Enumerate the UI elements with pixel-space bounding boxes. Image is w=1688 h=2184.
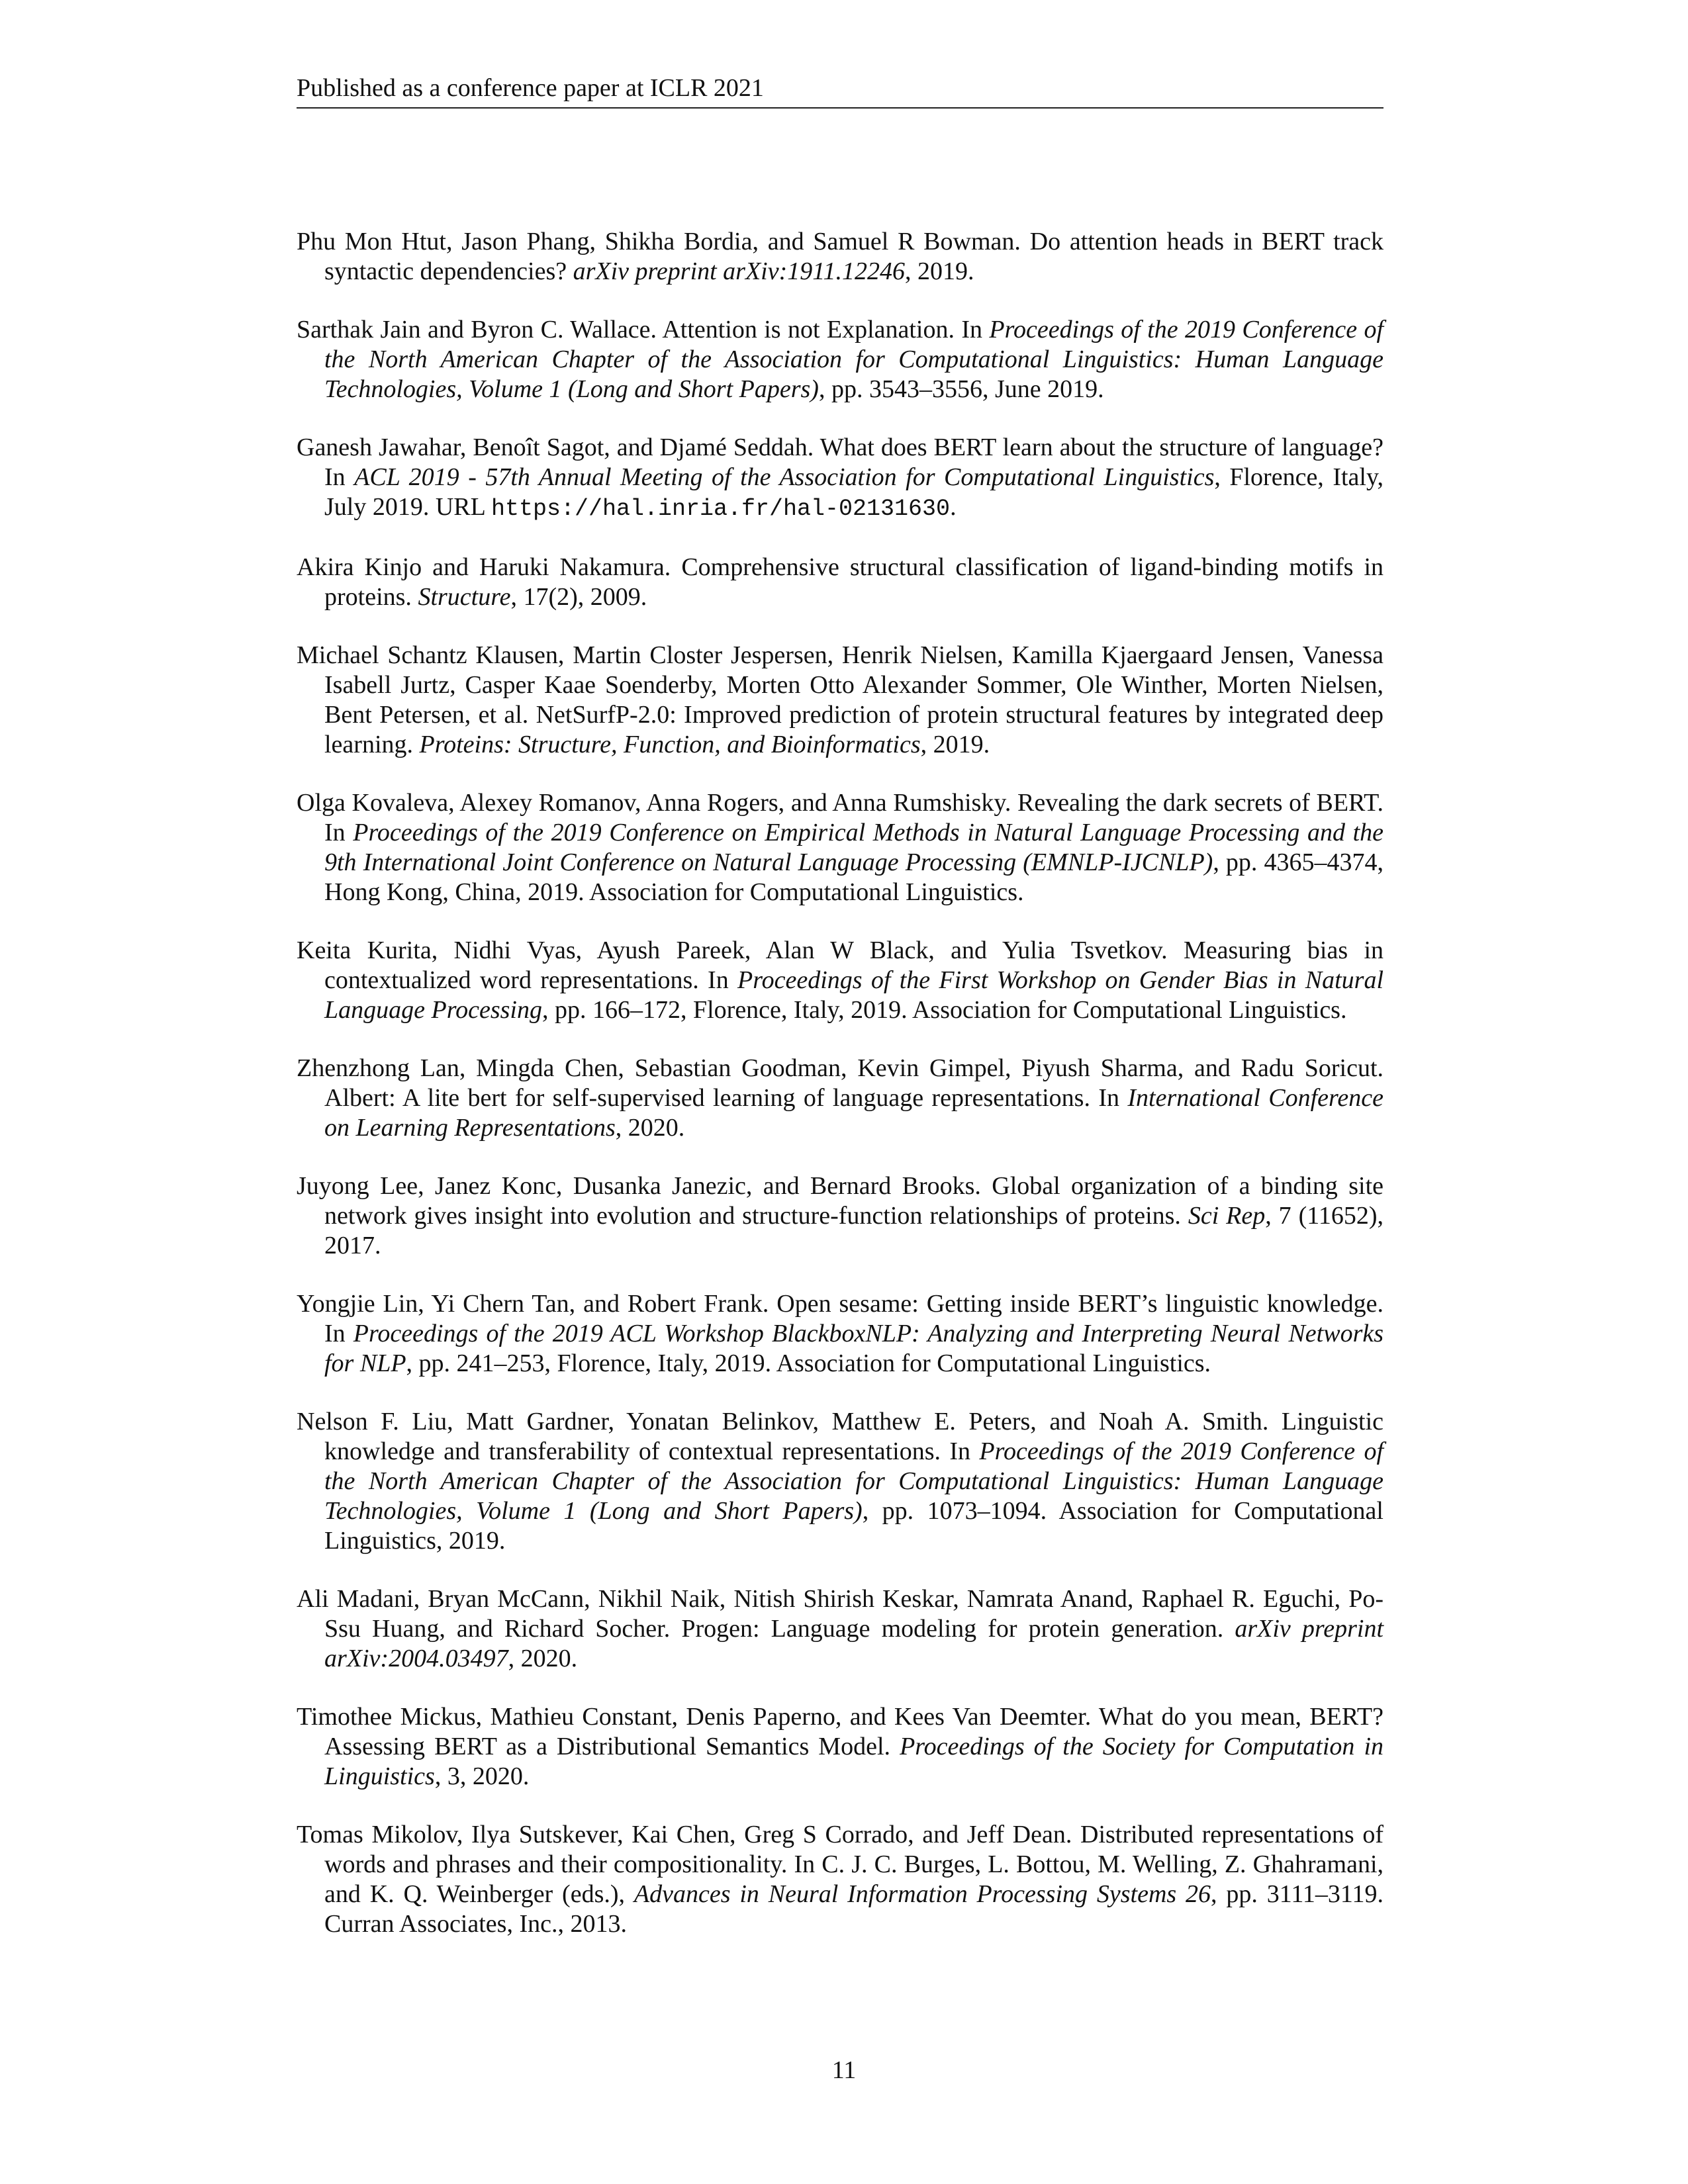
reference-item xyxy=(297,1584,1383,1674)
reference-title: Open sesame: Getting inside BERT’s linguistic knowledge. In xyxy=(324,1290,1384,1347)
reference-authors: Akira Kinjo and Haruki Nakamura. xyxy=(297,553,671,581)
reference-venue: Proceedings of the 2019 Conference on Empirical Methods in Natural Language Processing and the 9th International Joint Conference on Natural Language Processing (EMNLP-IJCNLP) xyxy=(324,819,1384,876)
reference-authors: Ganesh Jawahar, Benoît Sagot, and Djamé Seddah. xyxy=(297,433,814,461)
reference-item xyxy=(297,641,1383,760)
reference-details: , pp. 4365–4374, Hong Kong, China, 2019. Association for Computational Linguistics. xyxy=(324,848,1384,906)
running-header xyxy=(297,69,1383,109)
reference-item xyxy=(297,1289,1383,1379)
reference-item xyxy=(297,315,1383,404)
reference-authors: Sarthak Jain and Byron C. Wallace. xyxy=(297,316,657,343)
reference-details: , 7 (11652), 2017. xyxy=(324,1202,1383,1259)
reference-details: , pp. 1073–1094. Association for Computational Linguistics, 2019. xyxy=(324,1497,1383,1555)
reference-authors: Michael Schantz Klausen, Martin Closter Jespersen, Henrik Nielsen, Kamilla Kjaergaard Jensen, Vanessa Isabell Jurtz, Casper Kaae Soenderby, Morten Otto Alexander Sommer, Ole Winther, Morten Nielsen, Bent Petersen, et al. xyxy=(297,641,1383,729)
reference-item xyxy=(297,936,1383,1025)
reference-url-link[interactable]: https://hal.inria.fr/hal-02131630 xyxy=(491,496,951,522)
reference-details: , 2020. xyxy=(615,1114,685,1142)
reference-title: Global organization of a binding site network gives insight into evolution and structure-function relationships of proteins. xyxy=(324,1172,1384,1230)
reference-details: , 17(2), 2009. xyxy=(510,583,647,611)
reference-title: What do you mean, BERT? Assessing BERT as a Distributional Semantics Model. xyxy=(324,1703,1383,1760)
running-title: Published as a conference paper at ICLR 2021 xyxy=(297,74,764,102)
reference-title: Attention is not Explanation. In xyxy=(662,316,982,343)
reference-authors: Zhenzhong Lan, Mingda Chen, Sebastian Goodman, Kevin Gimpel, Piyush Sharma, and Radu Soricut. xyxy=(297,1054,1383,1082)
reference-authors: Olga Kovaleva, Alexey Romanov, Anna Rogers, and Anna Rumshisky. xyxy=(297,789,1011,817)
reference-authors: Yongjie Lin, Yi Chern Tan, and Robert Frank. xyxy=(297,1290,769,1318)
reference-authors: Nelson F. Liu, Matt Gardner, Yonatan Belinkov, Matthew E. Peters, and Noah A. Smith. xyxy=(297,1408,1269,1435)
reference-title: Progen: Language modeling for protein generation. xyxy=(681,1615,1224,1643)
page-number: 11 xyxy=(831,2056,857,2084)
reference-details: , pp. 166–172, Florence, Italy, 2019. Association for Computational Linguistics. xyxy=(541,996,1347,1024)
reference-title: Measuring bias in contextualized word representations. In xyxy=(324,936,1384,994)
reference-details: , 2020. xyxy=(508,1645,578,1672)
reference-item xyxy=(297,788,1383,907)
reference-venue: Proceedings of the First Workshop on Gender Bias in Natural Language Processing xyxy=(324,966,1383,1024)
reference-url-suffix: . xyxy=(950,493,957,521)
reference-details: , 2019. xyxy=(904,257,974,285)
reference-venue: Proceedings of the 2019 Conference of the North American Chapter of the Association for Computational Linguistics: Human Language Technologies, Volume 1 (Long and Short Papers) xyxy=(324,316,1384,403)
reference-venue: Advances in Neural Information Processing Systems 26 xyxy=(633,1880,1211,1908)
reference-title: NetSurfP-2.0: Improved prediction of protein structural features by integrated deep learning. xyxy=(324,701,1384,758)
reference-title: Albert: A lite bert for self-supervised learning of language representations. In xyxy=(324,1084,1119,1112)
reference-authors: Ali Madani, Bryan McCann, Nikhil Naik, Nitish Shirish Keskar, Namrata Anand, Raphael R. Eguchi, Po-Ssu Huang, and Richard Socher. xyxy=(297,1585,1383,1643)
reference-details: , 2019. xyxy=(920,731,990,758)
reference-authors: Tomas Mikolov, Ilya Sutskever, Kai Chen, Greg S Corrado, and Jeff Dean. xyxy=(297,1821,1072,1848)
reference-title: Comprehensive structural classification of ligand-binding motifs in proteins. xyxy=(324,553,1384,611)
reference-item xyxy=(297,1820,1383,1939)
reference-venue: arXiv preprint arXiv:1911.12246 xyxy=(573,257,905,285)
reference-venue: International Conference on Learning Representations xyxy=(324,1084,1384,1142)
reference-item xyxy=(297,1171,1383,1261)
reference-venue: arXiv preprint arXiv:2004.03497 xyxy=(324,1615,1384,1672)
reference-venue: Sci Rep xyxy=(1188,1202,1266,1230)
reference-venue: Proceedings of the 2019 Conference of the North American Chapter of the Association for Computational Linguistics: Human Language Technologies, Volume 1 (Long and Short Papers) xyxy=(324,1437,1384,1525)
reference-authors: Phu Mon Htut, Jason Phang, Shikha Bordia, and Samuel R Bowman. xyxy=(297,228,1021,255)
reference-details: , pp. 3543–3556, June 2019. xyxy=(818,375,1104,403)
reference-item xyxy=(297,433,1383,524)
reference-item xyxy=(297,1054,1383,1143)
reference-title: What does BERT learn about the structure of language? In xyxy=(324,433,1383,491)
reference-venue: Proteins: Structure, Function, and Bioinformatics xyxy=(419,731,921,758)
reference-details: , pp. 3111–3119. Curran Associates, Inc., 2013. xyxy=(324,1880,1383,1938)
reference-title: Distributed representations of words and phrases and their compositionality. In C. J. C. Burges, L. Bottou, M. Welling, Z. Ghahramani, and K. Q. Weinberger (eds.), xyxy=(324,1821,1383,1908)
reference-venue: Proceedings of the 2019 ACL Workshop BlackboxNLP: Analyzing and Interpreting Neural Networks for NLP xyxy=(324,1320,1384,1377)
reference-list xyxy=(297,227,1383,1968)
reference-title: Linguistic knowledge and transferability of contextual representations. In xyxy=(324,1408,1384,1465)
reference-item xyxy=(297,1702,1383,1792)
reference-details: , pp. 241–253, Florence, Italy, 2019. Association for Computational Linguistics. xyxy=(406,1349,1211,1377)
reference-venue: ACL 2019 - 57th Annual Meeting of the Association for Computational Linguistics xyxy=(354,463,1215,491)
reference-authors: Juyong Lee, Janez Konc, Dusanka Janezic, and Bernard Brooks. xyxy=(297,1172,981,1200)
reference-title: Do attention heads in BERT track syntactic dependencies? xyxy=(324,228,1384,285)
reference-authors: Timothee Mickus, Mathieu Constant, Denis Paperno, and Kees Van Deemter. xyxy=(297,1703,1092,1731)
reference-details: , Florence, Italy, July 2019. URL xyxy=(324,463,1383,521)
reference-item xyxy=(297,1407,1383,1556)
reference-item xyxy=(297,227,1383,287)
reference-details: , 3, 2020. xyxy=(434,1762,530,1790)
reference-item xyxy=(297,553,1383,612)
reference-venue: Proceedings of the Society for Computation in Linguistics xyxy=(324,1733,1384,1790)
reference-venue: Structure xyxy=(418,583,511,611)
reference-authors: Keita Kurita, Nidhi Vyas, Ayush Pareek, Alan W Black, and Yulia Tsvetkov. xyxy=(297,936,1168,964)
reference-title: Revealing the dark secrets of BERT. In xyxy=(324,789,1384,846)
